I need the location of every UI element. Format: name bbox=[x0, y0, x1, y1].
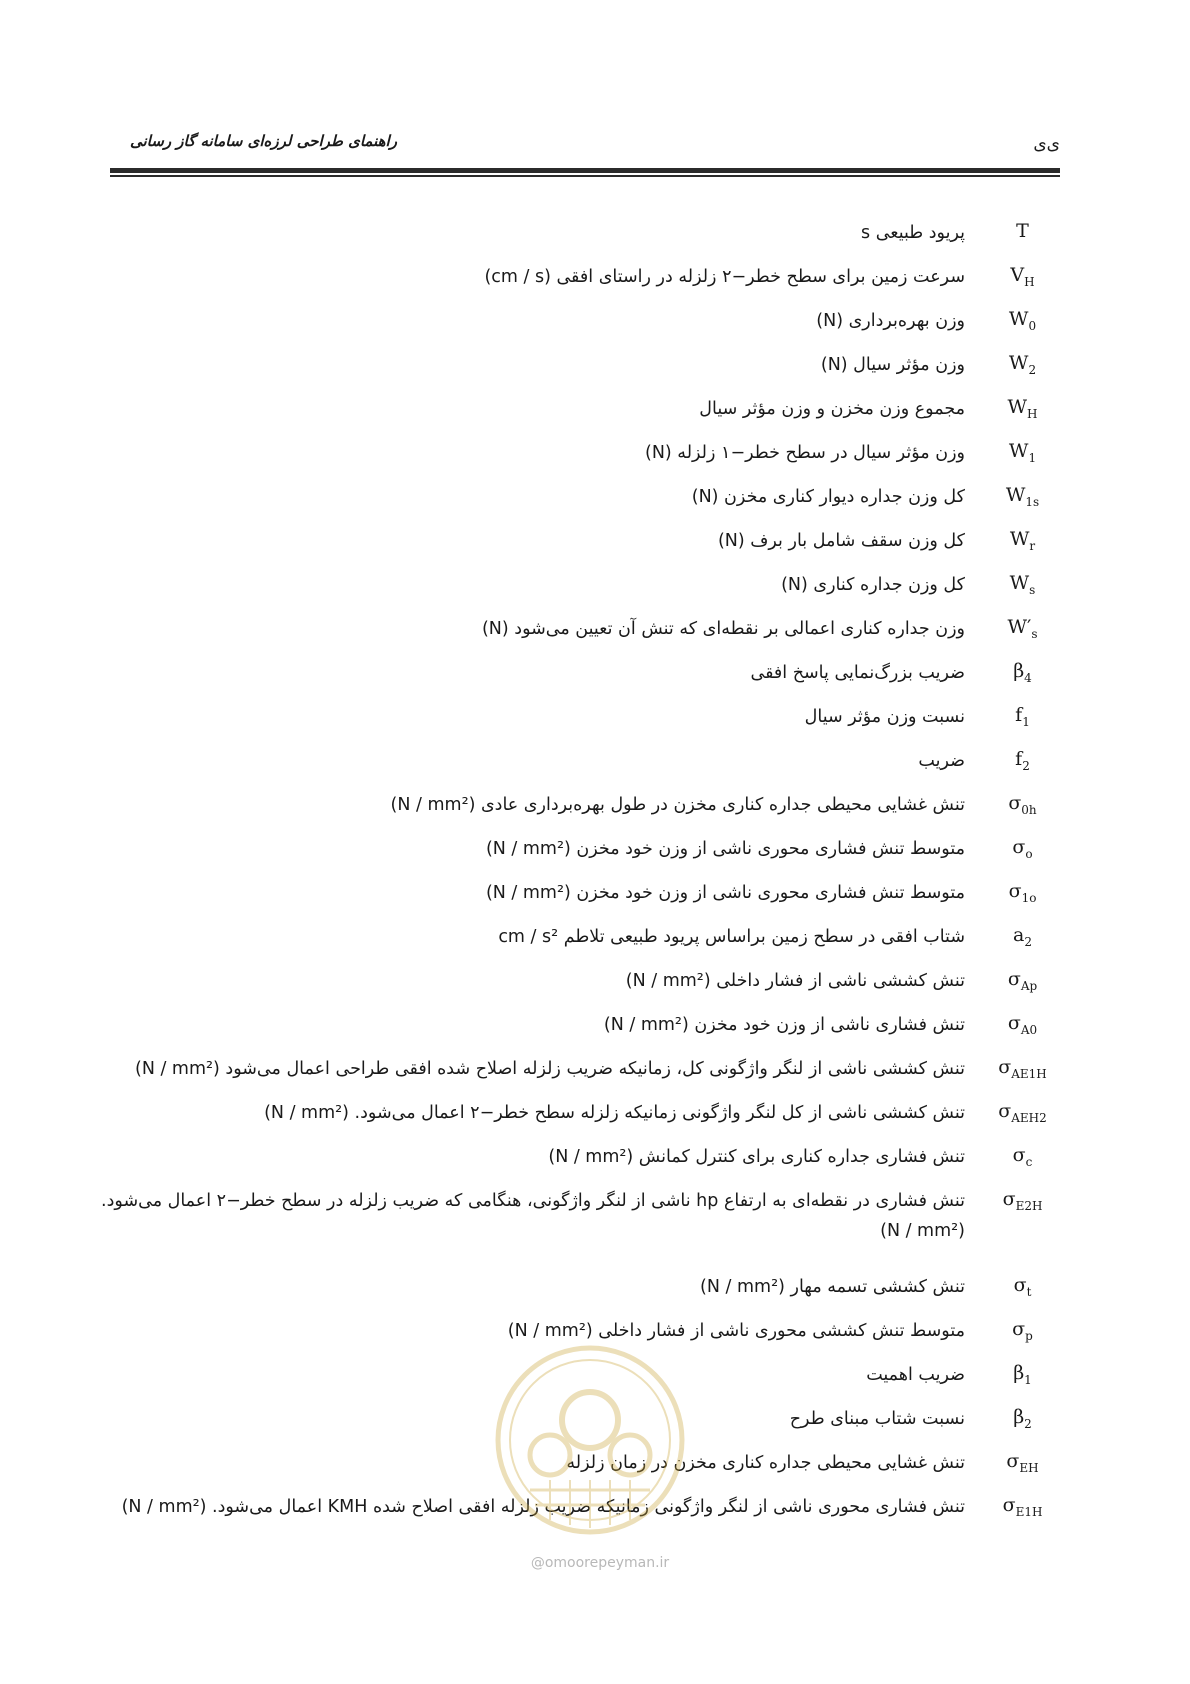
symbol: $\sigma_p$ bbox=[1012, 1318, 1033, 1343]
symbol-entry bbox=[100, 1445, 1070, 1489]
symbol-description: نسبت شتاب مبنای طرح bbox=[789, 1409, 965, 1429]
symbol-entry bbox=[100, 523, 1070, 567]
symbol-description: کل وزن جداره دیوار کناری مخزن (N) bbox=[691, 487, 965, 507]
symbol: $\sigma_{AEH2}$ bbox=[998, 1100, 1047, 1125]
symbol-entry bbox=[100, 743, 1070, 787]
symbol: $W_{1s}$ bbox=[1005, 484, 1040, 509]
symbol-entry bbox=[100, 1489, 1070, 1533]
symbol-description: ضریب اهمیت bbox=[866, 1365, 965, 1385]
symbol-description: وزن مؤثر سیال در سطح خطر−۱ زلزله (N) bbox=[645, 443, 965, 463]
symbol-description: تنش کششی ناشی از فشار داخلی (N / mm²) bbox=[625, 971, 965, 991]
symbol: $\sigma_{AE1H}$ bbox=[998, 1056, 1047, 1081]
header-rule-thin bbox=[110, 175, 1060, 177]
symbol-entry bbox=[100, 259, 1070, 303]
symbol-description: متوسط تنش فشاری محوری ناشی از وزن خود مخزن (N / mm²) bbox=[485, 839, 965, 859]
symbol-entry bbox=[100, 479, 1070, 523]
header-rule-thick bbox=[110, 168, 1060, 173]
symbol: $\sigma_c$ bbox=[1012, 1144, 1033, 1169]
symbol: T bbox=[1016, 220, 1029, 242]
symbol: $f_2$ bbox=[1015, 748, 1030, 773]
symbol-description: تنش فشاری جداره کناری برای کنترل کمانش (N / mm²) bbox=[548, 1147, 965, 1167]
symbol: $W_0$ bbox=[1008, 308, 1037, 333]
symbol-entry bbox=[100, 567, 1070, 611]
symbol: $W'_s$ bbox=[1007, 616, 1038, 641]
symbol: $W_s$ bbox=[1009, 572, 1036, 597]
symbol-entry bbox=[100, 1357, 1070, 1401]
symbol-entry bbox=[100, 655, 1070, 699]
symbol-description: کل وزن جداره کناری (N) bbox=[781, 575, 965, 595]
symbol-entry bbox=[100, 831, 1070, 875]
symbol-entry bbox=[100, 1183, 1070, 1269]
symbol-description: وزن جداره کناری اعمالی بر نقطه‌ای که تنش آن تعیین می‌شود (N) bbox=[481, 619, 965, 639]
symbol: $W_1$ bbox=[1008, 440, 1037, 465]
watermark-url: @omoorepeyman.ir bbox=[530, 1555, 670, 1571]
page-header bbox=[110, 128, 1060, 168]
symbol-entry bbox=[100, 303, 1070, 347]
symbol-list bbox=[100, 215, 1070, 1533]
symbol: $V_H$ bbox=[1010, 264, 1035, 289]
symbol-description: تنش کششی تسمه مهار (N / mm²) bbox=[700, 1277, 965, 1297]
symbol-entry bbox=[100, 215, 1070, 259]
symbol-entry bbox=[100, 435, 1070, 479]
symbol: $W_2$ bbox=[1008, 352, 1037, 377]
symbol-entry bbox=[100, 1313, 1070, 1357]
symbol: $W_r$ bbox=[1009, 528, 1036, 553]
symbol-description: تنش غشایی محیطی جداره کناری مخزن در زمان زلزله bbox=[566, 1453, 965, 1473]
symbol-entry bbox=[100, 1051, 1070, 1095]
symbol-entry bbox=[100, 963, 1070, 1007]
symbol: $\beta_2$ bbox=[1013, 1406, 1032, 1431]
symbol-description: تنش فشاری ناشی از وزن خود مخزن (N / mm²) bbox=[603, 1015, 965, 1035]
running-title: راهنمای طراحی لرزه‌ای سامانه گاز رسانی bbox=[130, 132, 397, 150]
symbol-description: شتاب افقی در سطح زمین براساس پریود طبیعی تلاطم cm / s² bbox=[498, 927, 965, 947]
symbol-description: سرعت زمین برای سطح خطر−۲ زلزله در راستای افقی (cm / s) bbox=[484, 267, 965, 287]
symbol: $\sigma_{1o}$ bbox=[1008, 880, 1037, 905]
symbol: $W_H$ bbox=[1007, 396, 1038, 421]
symbol-entry bbox=[100, 919, 1070, 963]
symbol-description: نسبت وزن مؤثر سیال bbox=[804, 707, 965, 727]
symbol: $\sigma_{E1H}$ bbox=[1002, 1494, 1043, 1519]
symbol-description: تنش فشاری در نقطه‌ای به ارتفاع hp ناشی از لنگر واژگونی، هنگامی که ضریب زلزله در سطح خطر−۲ اعمال می‌شود. (N / mm²) bbox=[101, 1191, 965, 1241]
symbol: $\sigma_{EH}$ bbox=[1006, 1450, 1039, 1475]
symbol: $\sigma_{E2H}$ bbox=[1002, 1188, 1043, 1213]
symbol: $f_1$ bbox=[1015, 704, 1030, 729]
symbol-description: تنش کششی ناشی از لنگر واژگونی کل، زمانیکه ضریب زلزله اصلاح شده افقی طراحی اعمال می‌شود (N / mm²) bbox=[134, 1059, 965, 1079]
symbol-entry bbox=[100, 787, 1070, 831]
symbol-entry bbox=[100, 1095, 1070, 1139]
symbol-description: مجموع وزن مخزن و وزن مؤثر سیال bbox=[699, 399, 965, 419]
symbol: $\sigma_{Ap}$ bbox=[1007, 968, 1038, 993]
symbol-description: ضریب بزرگ‌نمایی پاسخ افقی bbox=[750, 663, 965, 683]
symbol-entry bbox=[100, 1401, 1070, 1445]
symbol: $\beta_1$ bbox=[1013, 1362, 1032, 1387]
symbol-description: کل وزن سقف شامل بار برف (N) bbox=[717, 531, 965, 551]
symbol: $\sigma_o$ bbox=[1012, 836, 1033, 861]
symbol-entry bbox=[100, 611, 1070, 655]
symbol-description: ضریب bbox=[918, 751, 965, 771]
symbol-entry bbox=[100, 699, 1070, 743]
symbol: $\sigma_t$ bbox=[1013, 1274, 1032, 1299]
symbol: $\sigma_{0h}$ bbox=[1008, 792, 1037, 817]
symbol-entry bbox=[100, 347, 1070, 391]
symbol-entry bbox=[100, 1007, 1070, 1051]
symbol-entry bbox=[100, 1139, 1070, 1183]
symbol-description: تنش غشایی محیطی جداره کناری مخزن در طول بهره‌برداری عادی (N / mm²) bbox=[390, 795, 965, 815]
symbol-description: متوسط تنش فشاری محوری ناشی از وزن خود مخزن (N / mm²) bbox=[485, 883, 965, 903]
symbol-description: وزن بهره‌برداری (N) bbox=[816, 311, 965, 331]
symbol: $\sigma_{A0}$ bbox=[1007, 1012, 1038, 1037]
symbol-description: تنش فشاری محوری ناشی از لنگر واژگونی زمانیکه ضریب زلزله افقی اصلاح شده KMH اعمال می‌شود. (N / mm²) bbox=[121, 1497, 965, 1517]
symbol-entry bbox=[100, 875, 1070, 919]
symbol-entry bbox=[100, 1269, 1070, 1313]
symbol: $a_2$ bbox=[1013, 924, 1032, 949]
page-number: ی‌ی bbox=[1033, 134, 1060, 154]
symbol-entry bbox=[100, 391, 1070, 435]
symbol-description: وزن مؤثر سیال (N) bbox=[820, 355, 965, 375]
symbol-description: پریود طبیعی s bbox=[861, 223, 965, 243]
symbol-description: متوسط تنش کششی محوری ناشی از فشار داخلی (N / mm²) bbox=[507, 1321, 965, 1341]
symbol: $\beta_4$ bbox=[1013, 660, 1032, 685]
symbol-description: تنش کششی ناشی از کل لنگر واژگونی زمانیکه زلزله سطح خطر−۲ اعمال می‌شود. (N / mm²) bbox=[264, 1103, 965, 1123]
